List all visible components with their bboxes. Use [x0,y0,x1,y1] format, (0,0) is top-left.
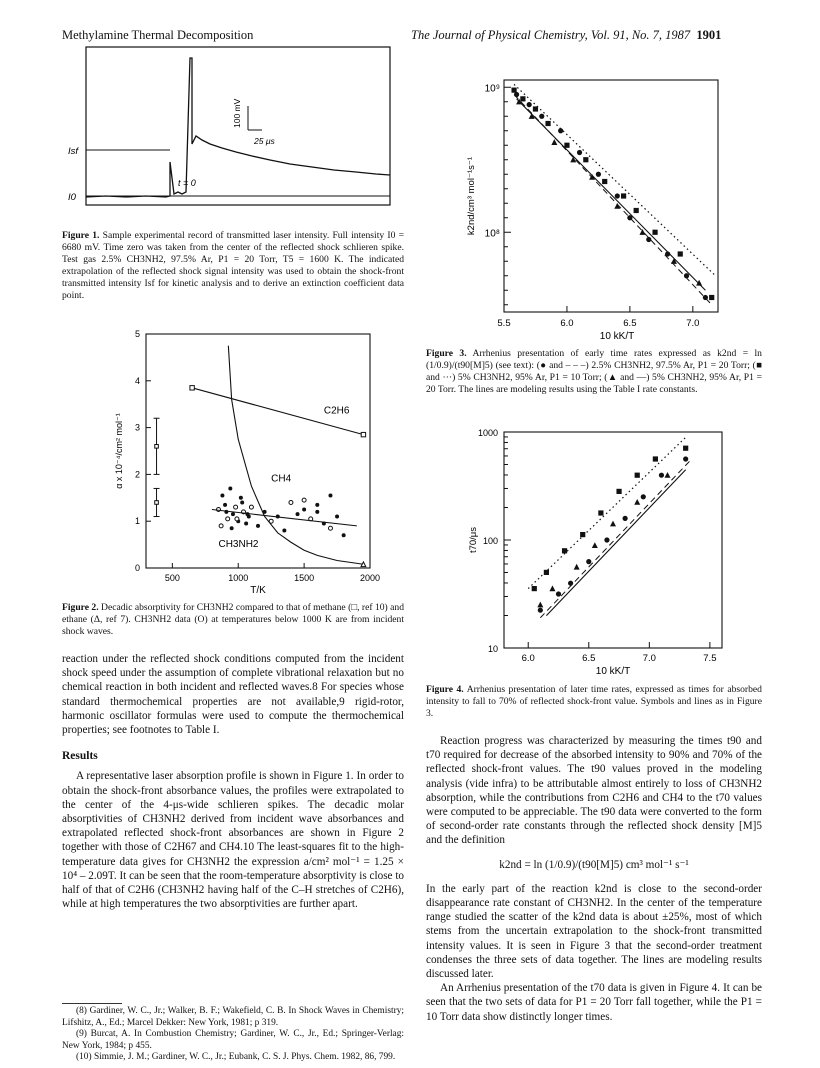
ch3nh2-point [223,503,227,507]
x-tick-label: 500 [164,573,180,583]
model-line-dashed [540,459,691,618]
data-point-triangle [592,542,598,548]
x-tick-label: 7.0 [642,653,656,664]
data-point-square [532,586,537,591]
data-point-square [652,230,657,235]
figure2-caption [62,602,404,638]
data-point-circle [604,537,609,542]
figure1-caption-text: Sample experimental record of transmitted laser intensity. Full intensity I0 = 6680 mV. Time zero was taken from the center of the reflected shock schlieren spike. Test gas 2.5% CH3NH2, 97.5% Ar, P1 = 20 Torr, T5 = 1600 K. The indicated extrapolation of the reflected shock signal intensity was used to obtain the shock-front transmitted intensity Isf for kinetic analysis and to derive an extinction coefficient data point. [62,230,404,301]
x-tick-label: 2000 [359,573,380,583]
figure1-label-t0: t = 0 [178,178,196,188]
ch3nh2-point [315,510,319,514]
body-paragraph: An Arrhenius presentation of the t70 data is given in Figure 4. It can be seen that the two sets of data for P1 = 20 Torr fall together, while the P1 = 10 Torr data show distinctly longer times. [426,982,762,1023]
data-point-square [709,295,714,300]
ch3nh2-point [239,496,243,500]
y-tick-label: 1 [134,516,140,527]
figure3-chart [452,60,722,356]
data-point-square [533,106,538,111]
ch3nh2-point [328,493,332,497]
footnote: (10) Simmie, J. M.; Gardiner, W. C., Jr.; Eubank, C. S. J. Phys. Chem. 1982, 86, 799. [76,1052,396,1063]
figure2-caption-text: Decadic absorptivity for CH3NH2 compared to that of methane (□, ref 10) and ethane (Δ, ref 7). CH3NH2 data (O) at temperatures below 1000 K are from incident shock waves. [62,602,404,637]
x-tick-label: 6.0 [521,653,535,664]
results-heading: Results [62,750,98,763]
error-bar-point [155,501,159,505]
data-point-square [562,548,567,553]
figure4-caption-text: Arrhenius presentation of later time rates, expressed as times for absorbed intensity to fall to 70% of reflected shock-front value. Symbols and lines as in Figure 3. [426,684,762,719]
data-point-square [653,456,658,461]
figure4-caption-label: Figure 4. [426,684,464,695]
figure4-caption [426,684,762,720]
data-point-square [621,193,626,198]
data-point-square [520,96,525,101]
data-point-triangle [549,585,555,591]
ch3nh2-point [289,500,293,504]
ch3nh2-point [302,498,306,502]
data-point-square [598,510,603,515]
data-point-triangle [610,521,616,527]
data-point-circle [615,193,620,198]
data-point-triangle [570,157,576,163]
figure1-caption [62,230,404,302]
data-point-square [583,157,588,162]
ch3nh2-point [282,529,286,533]
data-point-circle [558,128,563,133]
data-point-circle [596,172,601,177]
body-paragraph: reaction under the reflected shock conditions computed from the incident shock speed under the assumption of complete vibrational relaxation but no chemical reaction in both incident and reflected waves.8 For species whose standard thermochemical properties are not available,9 rigid-rotor, harmonic oscillator formulas were used to compute the thermochemical properties; see footnotes to Table I. [62,653,404,737]
x-tick-label: 1500 [294,573,315,583]
y-tick-label: 100 [482,536,498,546]
body-paragraph: Reaction progress was characterized by measuring the times t90 and t70 required for decrease of the absorbed intensity to 90% and 70% of the reflected shock-front values. The t90 values proved in the modeling analysis (vide infra) to be attributable almost entirely to loss of CH3NH2 absorption, while the contributions from C2H6 and CH4 to the t70 values were computed to be appreciable. The t90 data were converted to the form of second-order rate constants through the reflected shock density [M]5 and the definition [426,735,762,847]
figure2-chart [80,322,380,598]
x-tick-label: 6.5 [623,318,637,329]
footnote-rule [62,1003,122,1004]
ch3nh2-point [335,515,339,519]
ch3nh2-point [230,526,234,530]
data-point-circle [641,494,646,499]
annotation-ch4: CH4 [271,473,292,485]
data-point-circle [646,237,651,242]
x-tick-label: 7.5 [703,653,717,664]
error-bar-point [155,445,159,449]
data-point-triangle [639,229,645,235]
data-point-triangle [574,564,580,570]
footnote: (9) Burcat, A. In Combustion Chemistry; Gardiner, W. C., Jr., Ed.; Springer-Verlag: New York, 1984; p 455. [62,1029,404,1051]
x-axis-label: 10 kK/T [599,331,635,342]
y-axis-label: α x 10⁻⁴/cm² mol⁻¹ [114,413,124,489]
ch3nh2-point [228,486,232,490]
ch3nh2-point [256,524,260,528]
data-point-circle [623,516,628,521]
equation-k2nd: k2nd = ln (1/0.9)/(t90[M]5) cm³ mol⁻¹ s⁻¹ [499,858,689,871]
data-point-square [545,121,550,126]
x-tick-label: 1000 [228,573,249,583]
body-paragraph: In the early part of the reaction k2nd is close to the second-order disappearance rate constant of CH3NH2. In the center of the temperature range studied the scatter of the k2nd data is about ±25%, most of which stems from the uncertain extrapolation to the shock-front transmitted intensity values. It is seen in Figure 3 that the second-order treatment condenses the three sets of data together. The lines are modeling results discussed later. [426,882,762,981]
data-point-triangle [634,499,640,505]
model-line-dotted [514,84,715,275]
plot-frame [504,432,722,648]
figure4-chart [452,420,752,682]
ch3nh2-point [220,493,224,497]
y-tick-label: 5 [134,329,140,339]
figure3-caption [426,348,762,396]
ch3nh2-point [296,512,300,516]
figure4-svg [452,420,752,682]
data-point-square [634,208,639,213]
ch3nh2-point [231,512,235,516]
figure1-plot [66,44,396,216]
footnotes [62,1006,404,1064]
page-number: 1901 [696,28,722,42]
ch3nh2-point [249,505,253,509]
ch3nh2-point [302,508,306,512]
data-point-circle [659,473,664,478]
footnote: (8) Gardiner, W. C., Jr.; Walker, B. F.; Wakefield, C. B. In Shock Waves in Chemistry; Lifshitz, A., Ed.; Marcel Dekker: New York, 1981; p 319. [62,1006,404,1028]
c2h6-point [361,432,365,436]
data-point-square [544,570,549,575]
left-column-body [62,652,404,911]
body-paragraph: A representative laser absorption profile is shown in Figure 1. In order to obtain the shock-front absorbance values, the profiles were extrapolated to the center of the 4-μs-wide schlieren spikes. The decadic molar absorptivities of CH3NH2 derived from incident wave absorbances and extrapolated reflected shock-front absorbances are shown in Figure 2 together with those of C2H67 and CH4.10 The least-squares fit to the high-temperature data gives for CH3NH2 the expression a/cm² mol⁻¹ = 1.25 × 10⁴ – 2.09T. It can be seen that the room-temperature absorptivity is close to half of that of C2H6 (CH3NH2 having half of the C–H stretches of C2H6), while at high temperatures the two absorptivities are further apart. [62,770,405,911]
ch3nh2-fit-line [212,510,357,526]
data-point-square [580,532,585,537]
y-tick-label: 3 [134,422,140,433]
figure3-caption-text: Arrhenius presentation of early time rates expressed as k2nd = ln (1/0.9)/(t90[M]5) (see text): (● and – – –) 2.5% CH3NH2, 97.5% Ar, P1 = 20 Torr; (■ and ···) 5% CH3NH2, 95% Ar, P1 = 10 Torr; (▲ and —) 5% CH3NH2, 95% Ar, P1 = 20 Torr. The lines are modeling results using the Table I rate constants. [426,348,762,395]
figure3-svg [452,60,722,356]
c2h6-point [190,386,194,390]
figure1-label-isf: Isf [68,146,79,157]
annotation-ch3nh2: CH3NH2 [218,538,259,550]
data-point-triangle [665,472,671,478]
journal-citation: The Journal of Physical Chemistry, Vol. 91, No. 7, 1987 [411,28,691,42]
figure1-scale-time: 25 μs [254,136,275,146]
figure1-scale-voltage: 100 mV [232,98,242,128]
ch3nh2-point [328,526,332,530]
x-tick-label: 6.5 [582,653,596,664]
y-tick-label: 1000 [477,428,498,438]
ch3nh2-point [226,517,230,521]
ch3nh2-point [315,503,319,507]
x-tick-label: 6.0 [560,318,574,329]
y-tick-label: 10 [487,644,498,654]
data-point-circle [527,102,532,107]
data-point-square [616,489,621,494]
x-axis-label: T/K [250,585,266,596]
figure3-caption-label: Figure 3. [426,348,467,359]
figure2-svg [80,322,380,598]
y-tick-label: 4 [134,375,140,386]
data-point-triangle [537,602,543,608]
ch3nh2-point [219,524,223,528]
ch3nh2-point [234,505,238,509]
y-tick-label: 2 [134,469,140,480]
y-axis-label: t70/μs [468,526,479,554]
data-point-circle [586,559,591,564]
annotation-c2h6: C2H6 [323,405,350,417]
data-point-triangle [696,280,702,286]
data-point-circle [684,273,689,278]
running-header-left: Methylamine Thermal Decomposition [62,28,254,42]
model-line-solid [517,99,706,290]
data-point-circle [568,581,573,586]
y-tick-label: 0 [134,563,140,573]
ch3nh2-point [244,522,248,526]
ch4-point [361,562,366,567]
ch3nh2-point [235,517,239,521]
right-column-body [426,734,762,1024]
data-point-circle [683,456,688,461]
data-point-circle [577,150,582,155]
plot-frame [146,334,370,568]
ch3nh2-point [263,510,267,514]
ch3nh2-point [342,533,346,537]
data-point-circle [539,114,544,119]
ch3nh2-point [240,500,244,504]
x-tick-label: 7.0 [686,318,700,329]
data-point-square [511,88,516,93]
data-point-square [564,143,569,148]
y-tick-label: 10⁸ [484,228,500,240]
model-line-dotted [528,437,685,588]
data-point-circle [538,608,543,613]
running-header-journal [411,28,721,43]
data-point-circle [703,295,708,300]
data-point-square [602,179,607,184]
figure1-caption-label: Figure 1. [62,230,100,241]
figure1-label-i0: I0 [68,192,76,203]
model-line-solid [546,470,685,616]
figure1-svg [66,44,396,216]
ch3nh2-point [269,519,273,523]
y-tick-label: 10⁹ [484,83,500,95]
data-point-square [683,446,688,451]
data-point-circle [556,591,561,596]
ch4-curve [228,346,363,565]
figure2-caption-label: Figure 2. [62,602,99,613]
x-axis-label: 10 kK/T [595,666,631,677]
data-point-circle [627,215,632,220]
x-tick-label: 5.5 [497,318,511,329]
y-axis-label: k2nd/cm³ mol⁻¹s⁻¹ [466,156,477,236]
data-point-circle [665,251,670,256]
data-point-square [635,473,640,478]
data-point-square [678,251,683,256]
